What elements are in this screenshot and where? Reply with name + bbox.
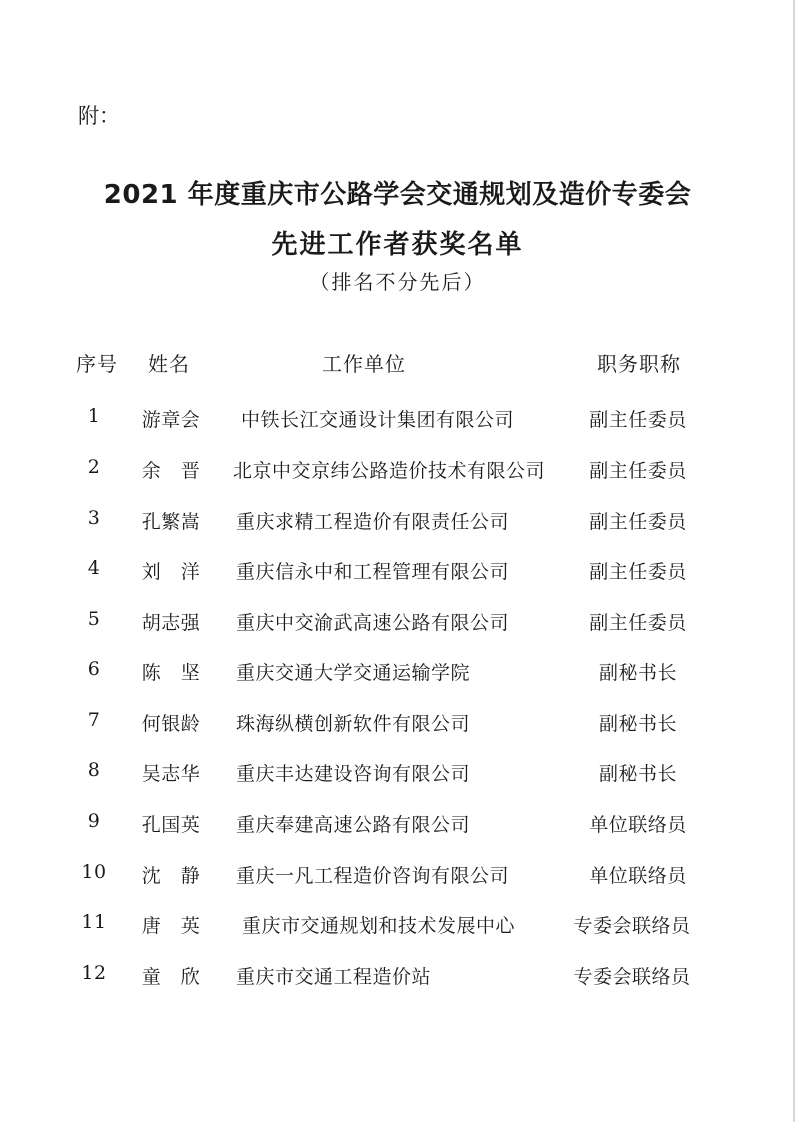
row-title: 副秘书长 — [598, 763, 677, 785]
row-title: 单位联络员 — [589, 865, 687, 887]
row-number: 7 — [87, 709, 101, 731]
row-name: 胡志强 — [141, 612, 201, 634]
row-number: 3 — [87, 507, 101, 529]
table-row — [0, 658, 795, 688]
row-title: 副主任委员 — [589, 409, 687, 431]
row-number: 9 — [87, 810, 101, 832]
row-name: 孔繁嵩 — [141, 511, 201, 533]
row-unit: 重庆一凡工程造价咨询有限公司 — [236, 865, 510, 887]
row-unit: 中铁长江交通设计集团有限公司 — [241, 409, 515, 431]
row-unit: 重庆求精工程造价有限责任公司 — [236, 511, 510, 533]
row-number: 12 — [81, 962, 107, 984]
row-number: 5 — [87, 608, 101, 630]
row-title: 副主任委员 — [589, 612, 687, 634]
document-title-line2: 先进工作者获奖名单 — [271, 230, 524, 260]
row-unit: 重庆中交渝武高速公路有限公司 — [236, 612, 510, 634]
table-row — [0, 405, 795, 435]
table-row — [0, 557, 795, 587]
attachment-label: 附： — [78, 104, 120, 128]
table-row — [0, 507, 795, 537]
row-name: 何银龄 — [141, 713, 201, 735]
row-number: 11 — [81, 911, 107, 933]
row-unit: 重庆交通大学交通运输学院 — [236, 662, 471, 684]
row-number: 10 — [81, 861, 107, 883]
row-number: 6 — [87, 658, 101, 680]
row-title: 单位联络员 — [589, 814, 687, 836]
header-no: 序号 — [76, 352, 118, 376]
row-number: 8 — [87, 759, 101, 781]
row-name: 吴志华 — [141, 763, 201, 785]
row-number: 2 — [87, 456, 101, 478]
row-title: 专委会联络员 — [573, 915, 691, 937]
row-unit: 重庆市交通工程造价站 — [236, 966, 432, 988]
row-unit: 重庆信永中和工程管理有限公司 — [236, 561, 510, 583]
row-number: 1 — [87, 405, 101, 427]
table-row — [0, 911, 795, 941]
document-title-line1: 2021 年度重庆市公路学会交通规划及造价专委会 — [103, 180, 692, 210]
table-row — [0, 456, 795, 486]
table-row — [0, 810, 795, 840]
row-name: 唐 英 — [141, 915, 201, 937]
row-name: 陈 坚 — [141, 662, 201, 684]
row-unit: 重庆丰达建设咨询有限公司 — [236, 763, 471, 785]
header-name: 姓名 — [148, 352, 190, 376]
row-title: 副秘书长 — [598, 713, 677, 735]
row-name: 童 欣 — [141, 966, 201, 988]
row-title: 专委会联络员 — [573, 966, 691, 988]
row-title: 副主任委员 — [589, 561, 687, 583]
header-unit: 工作单位 — [322, 352, 406, 376]
header-title: 职务职称 — [597, 352, 681, 376]
row-title: 副主任委员 — [589, 511, 687, 533]
table-row — [0, 759, 795, 789]
row-name: 沈 静 — [141, 865, 201, 887]
table-row — [0, 861, 795, 891]
row-title: 副秘书长 — [598, 662, 677, 684]
row-name: 余 晋 — [141, 460, 201, 482]
row-unit: 珠海纵横创新软件有限公司 — [236, 713, 471, 735]
row-name: 刘 洋 — [141, 561, 201, 583]
row-name: 游章会 — [141, 409, 201, 431]
row-unit: 重庆奉建高速公路有限公司 — [236, 814, 471, 836]
row-title: 副主任委员 — [589, 460, 687, 482]
document-subtitle: （排名不分先后） — [309, 270, 486, 294]
row-number: 4 — [87, 557, 101, 579]
table-row — [0, 608, 795, 638]
table-row — [0, 709, 795, 739]
row-name: 孔国英 — [141, 814, 201, 836]
row-unit: 重庆市交通规划和技术发展中心 — [242, 915, 516, 937]
row-unit: 北京中交京纬公路造价技术有限公司 — [233, 460, 546, 482]
table-row — [0, 962, 795, 992]
